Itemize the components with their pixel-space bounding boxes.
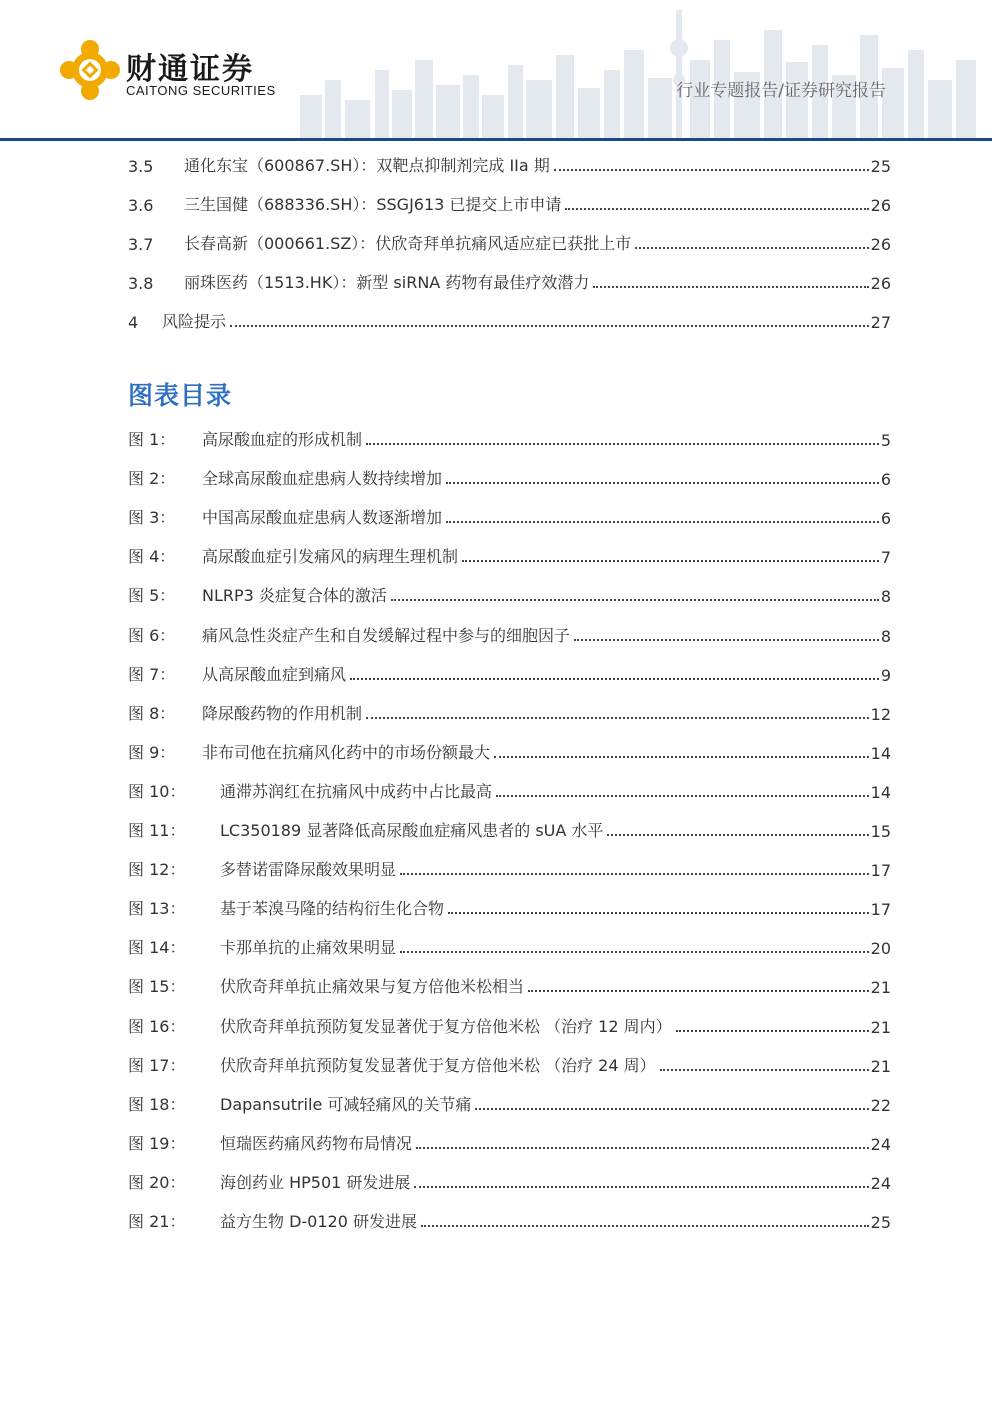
- figure-title: 从高尿酸血症到痛风: [202, 664, 347, 684]
- figure-title: 非布司他在抗痛风化药中的市场份额最大: [202, 742, 491, 762]
- caitong-logo-icon: [58, 38, 122, 102]
- dot-leader: [446, 482, 879, 484]
- dot-leader: [414, 1186, 868, 1188]
- figure-page: 14: [870, 782, 891, 802]
- brand-name-cn: 财通证券: [126, 52, 254, 87]
- figure-page: 22: [870, 1095, 891, 1115]
- figure-label: 图 7：: [128, 664, 176, 684]
- toc-entry[interactable]: [128, 269, 891, 293]
- figure-title: 恒瑞医药痛风药物布局情况: [220, 1133, 413, 1153]
- figure-list-entry[interactable]: [128, 504, 891, 528]
- dot-leader: [421, 1225, 869, 1227]
- toc-entry-number: 3.7: [128, 235, 154, 254]
- toc-entry[interactable]: [128, 152, 891, 176]
- figure-title: 益方生物 D-0120 研发进展: [220, 1212, 417, 1231]
- figure-title: 通滞苏润红在抗痛风中成药中占比最高: [220, 781, 493, 801]
- dot-leader: [400, 951, 869, 953]
- figure-page: 6: [880, 470, 891, 490]
- figure-list-entry[interactable]: [128, 856, 891, 880]
- figure-page: 20: [870, 939, 891, 959]
- figure-label: 图 8：: [128, 703, 176, 723]
- dot-leader: [366, 443, 879, 445]
- figure-label: 图 5：: [128, 586, 176, 606]
- figure-label: 图 1：: [128, 430, 176, 449]
- brand-name-en: CAITONG SECURITIES: [126, 83, 276, 98]
- figure-page: 24: [870, 1134, 891, 1154]
- figure-page: 25: [870, 1213, 891, 1232]
- figure-title: 降尿酸药物的作用机制: [202, 703, 363, 723]
- figure-page: 8: [880, 626, 891, 646]
- dot-leader: [400, 873, 869, 875]
- figure-page: 21: [870, 1056, 891, 1076]
- page-header: [0, 0, 992, 142]
- figure-list-entry[interactable]: [128, 739, 891, 763]
- figure-page: 24: [870, 1173, 891, 1193]
- dot-leader: [565, 208, 868, 210]
- figure-label: 图 2：: [128, 469, 176, 489]
- figure-list-entry[interactable]: [128, 1013, 891, 1037]
- figure-title: 卡那单抗的止痛效果明显: [220, 938, 397, 958]
- figure-label: 图 20：: [128, 1172, 186, 1192]
- toc-entry-title: 通化东宝（600867.SH）：双靶点抑制剂完成 IIa 期: [184, 156, 550, 175]
- dot-leader: [593, 286, 868, 288]
- toc-entry[interactable]: [128, 191, 891, 215]
- figure-label: 图 4：: [128, 547, 176, 567]
- toc-entry-number: 3.5: [128, 157, 154, 176]
- dot-leader: [528, 990, 869, 992]
- figure-list-entry[interactable]: [128, 700, 891, 724]
- figure-list-entry[interactable]: [128, 934, 891, 958]
- dot-leader: [660, 1069, 869, 1071]
- figure-list-entry[interactable]: [128, 1169, 891, 1193]
- figure-label: 图 12：: [128, 860, 186, 880]
- figure-page: 14: [870, 743, 891, 763]
- toc-entry-number: 4: [128, 313, 139, 332]
- figure-title: 高尿酸血症引发痛风的病理生理机制: [202, 547, 459, 567]
- figure-title: 基于苯溴马隆的结构衍生化合物: [220, 899, 445, 919]
- dot-leader: [676, 1030, 869, 1032]
- figure-label: 图 10：: [128, 781, 186, 801]
- toc-entry-title: 风险提示: [162, 312, 227, 331]
- toc-entry-title: 长春高新（000661.SZ）：伏欣奇拜单抗痛风适应症已获批上市: [184, 234, 632, 253]
- dot-leader: [448, 912, 869, 914]
- figure-page: 8: [880, 587, 891, 607]
- figure-title: 中国高尿酸血症患病人数逐渐增加: [202, 508, 443, 528]
- figures-list-heading: 图表目录: [128, 381, 233, 410]
- figure-page: 21: [870, 978, 891, 998]
- toc-entry-title: 丽珠医药（1513.HK）：新型 siRNA 药物有最佳疗效潜力: [184, 273, 590, 292]
- figure-page: 21: [870, 1017, 891, 1037]
- dot-leader: [496, 795, 869, 797]
- figure-list-entry[interactable]: [128, 1208, 891, 1232]
- figure-title: LC350189 显著降低高尿酸血症痛风患者的 sUA 水平: [220, 821, 604, 840]
- dot-leader: [574, 639, 879, 641]
- figure-label: 图 16：: [128, 1016, 186, 1036]
- figure-label: 图 3：: [128, 508, 176, 528]
- figure-label: 图 14：: [128, 938, 186, 958]
- figure-title: 伏欣奇拜单抗预防复发显著优于复方倍他米松 （治疗 24 周）: [220, 1055, 656, 1075]
- figure-page: 15: [870, 822, 891, 841]
- figure-label: 图 15：: [128, 977, 186, 997]
- dot-leader: [635, 247, 868, 249]
- dot-leader: [391, 599, 879, 601]
- dot-leader: [475, 1108, 868, 1110]
- figure-list-entry[interactable]: [128, 817, 891, 841]
- figure-list-entry[interactable]: [128, 622, 891, 646]
- figure-list-entry[interactable]: [128, 661, 891, 685]
- figure-title: 全球高尿酸血症患病人数持续增加: [202, 469, 443, 489]
- figure-page: 17: [870, 900, 891, 920]
- figure-label: 图 17：: [128, 1055, 186, 1075]
- toc-entry[interactable]: [128, 230, 891, 254]
- figure-page: 12: [870, 704, 891, 724]
- figure-list-entry[interactable]: [128, 1052, 891, 1076]
- toc-entry-page: 25: [870, 157, 891, 176]
- figure-page: 5: [880, 431, 891, 450]
- toc-entry[interactable]: [128, 308, 891, 332]
- toc-entry-number: 3.6: [128, 196, 154, 215]
- figure-list-entry[interactable]: [128, 895, 891, 919]
- figure-title: NLRP3 炎症复合体的激活: [202, 586, 387, 606]
- dot-leader: [494, 756, 869, 758]
- report-type-label: 行业专题报告/证券研究报告: [676, 81, 886, 101]
- figure-list-entry[interactable]: [128, 426, 891, 450]
- figure-list-entry[interactable]: [128, 543, 891, 567]
- figure-page: 6: [880, 509, 891, 529]
- figure-label: 图 9：: [128, 742, 176, 762]
- figure-list-entry[interactable]: [128, 1091, 891, 1115]
- figure-title: Dapansutrile 可减轻痛风的关节痛: [220, 1094, 472, 1114]
- figure-page: 7: [880, 548, 891, 568]
- dot-leader: [554, 169, 869, 171]
- figure-title: 海创药业 HP501 研发进展: [220, 1172, 411, 1192]
- figure-list-entry[interactable]: [128, 973, 891, 997]
- header-divider: [0, 138, 992, 141]
- dot-leader: [230, 325, 869, 327]
- figure-title: 多替诺雷降尿酸效果明显: [220, 860, 397, 880]
- figure-label: 图 19：: [128, 1133, 186, 1153]
- figure-label: 图 6：: [128, 625, 176, 645]
- figure-title: 高尿酸血症的形成机制: [202, 430, 363, 449]
- dot-leader: [350, 678, 879, 680]
- toc-entry-page: 26: [870, 274, 891, 293]
- dot-leader: [607, 834, 868, 836]
- dot-leader: [462, 560, 879, 562]
- figure-list-entry[interactable]: [128, 582, 891, 606]
- toc-entry-page: 26: [870, 196, 891, 215]
- figure-label: 图 13：: [128, 899, 186, 919]
- figure-page: 17: [870, 861, 891, 881]
- toc-entry-number: 3.8: [128, 274, 154, 293]
- toc-entry-page: 27: [870, 313, 891, 332]
- figure-page: 9: [880, 665, 891, 685]
- figure-list-entry[interactable]: [128, 1130, 891, 1154]
- figure-label: 图 18：: [128, 1094, 186, 1114]
- figure-label: 图 21：: [128, 1212, 186, 1231]
- dot-leader: [446, 521, 879, 523]
- figure-title: 痛风急性炎症产生和自发缓解过程中参与的细胞因子: [202, 625, 571, 645]
- figure-list-entry[interactable]: [128, 465, 891, 489]
- toc-entry-page: 26: [870, 235, 891, 254]
- dot-leader: [416, 1147, 869, 1149]
- figure-label: 图 11：: [128, 821, 186, 840]
- figure-title: 伏欣奇拜单抗止痛效果与复方倍他米松相当: [220, 977, 525, 997]
- toc-entry-title: 三生国健（688336.SH）：SSGJ613 已提交上市申请: [184, 195, 562, 214]
- figure-title: 伏欣奇拜单抗预防复发显著优于复方倍他米松 （治疗 12 周内）: [220, 1016, 672, 1036]
- dot-leader: [366, 717, 869, 719]
- figure-list-entry[interactable]: [128, 778, 891, 802]
